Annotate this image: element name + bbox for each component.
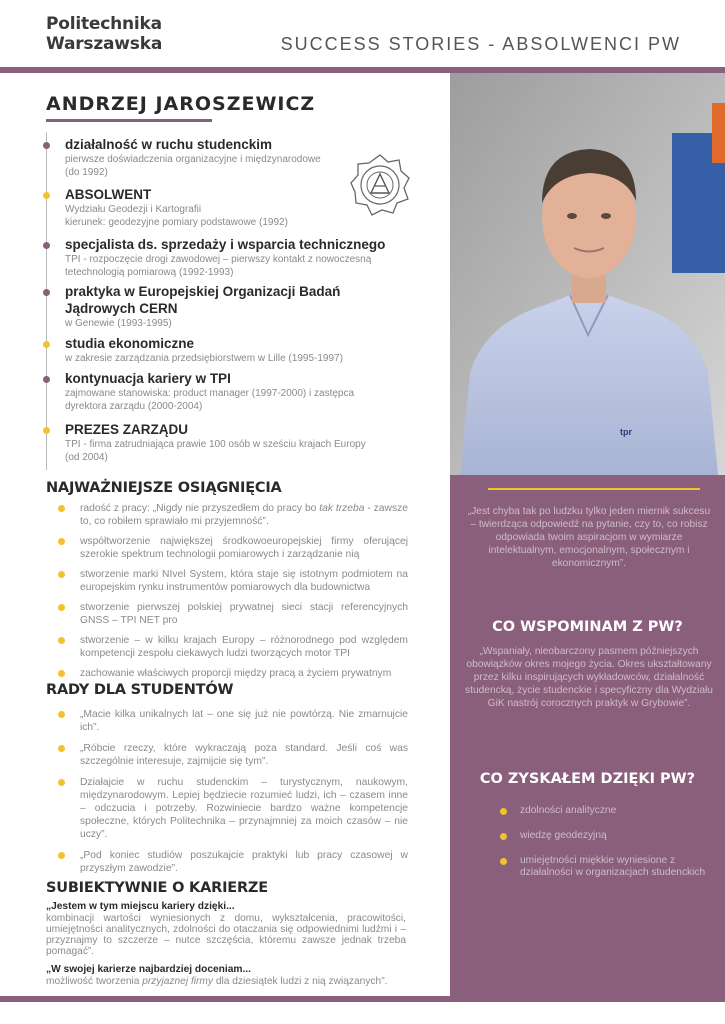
subjective-block [46, 901, 406, 987]
timeline-dot [43, 341, 50, 348]
timeline-title: ABSOLWENT [65, 187, 152, 202]
bullet-dot [58, 637, 65, 644]
bullet-dot [58, 852, 65, 859]
timeline-title: kontynuacja kariery w TPI [65, 371, 231, 386]
timeline-dot [43, 142, 50, 149]
advice-text: „Pod koniec studiów poszukajcie praktyki lub pracy czasowej w przyszłym zawodzie”. [80, 850, 408, 874]
timeline-desc-line: w Genewie (1993-1995) [65, 318, 172, 329]
bullet-dot [500, 833, 507, 840]
list-item [500, 830, 710, 842]
timeline-desc-line: zajmowane stanowiska: product manager (1997-2000) i zastępca [65, 388, 355, 399]
advice-list [58, 708, 408, 875]
timeline-dot [43, 376, 50, 383]
bullet-dot [500, 858, 507, 865]
timeline-desc-line: Wydziału Geodezji i Kartografii [65, 204, 202, 215]
university-logo [46, 14, 162, 54]
timeline-item [65, 335, 410, 365]
achievement-text: stworzenie – w kilku krajach Europy – różnorodnego pod względem kompetencji zespołu ciekawych ludzi tworzących motor TPI [80, 635, 408, 659]
list-item [58, 502, 408, 528]
timeline-title: studia ekonomiczne [65, 336, 195, 351]
bullet-dot [58, 571, 65, 578]
timeline-desc-line: (do 1992) [65, 167, 108, 178]
bullet-dot [58, 711, 65, 718]
timeline-desc-line: TPI - firma zatrudniająca prawie 100 osób w sześciu krajach Europy [65, 439, 366, 450]
subjective-answer: kombinacji wartości wyniesionych z domu, wykształcenia, pracowitości, umiejętności analitycznych, zdolności do otaczania się odpowiednimi ludźmi i – przyznajmy to szczerze – nutce szczęścia, któremu zawsze jednak trzeba pomagać”. [46, 913, 406, 957]
timeline-title: specjalista ds. sprzedaży i wsparcia technicznego [65, 237, 386, 252]
timeline-dot [43, 192, 50, 199]
gained-text: wiedzę geodezyjną [520, 830, 607, 841]
achievement-text: współtworzenie największej środkowoeuropejskiej firmy oferującej szerokie spektrum technologii pomiarowych i zarządzanie nią [80, 536, 408, 560]
achievement-text: radość z pracy: „Nigdy nie przyszedłem do pracy bo [80, 503, 320, 514]
timeline-desc-line: TPI - rozpoczęcie drogi zawodowej – pierwszy kontakt z nowoczesną [65, 254, 372, 265]
remember-heading: CO WSPOMINAM Z PW? [492, 619, 683, 635]
answer-text: dla dziesiątek ludzi z nią związanych”. [213, 976, 388, 987]
subjective-question: „Jestem w tym miejscu kariery dzięki... [46, 901, 235, 912]
timeline-desc-line: pierwsze doświadczenia organizacyjne i międzynarodowe [65, 154, 321, 165]
timeline-dot [43, 427, 50, 434]
person-name: ANDRZEJ JAROSZEWICZ [46, 93, 316, 115]
timeline-title: działalność w ruchu studenckim [65, 137, 273, 152]
bullet-dot [58, 538, 65, 545]
achievement-emphasis: tak trzeba [319, 503, 365, 514]
timeline-desc-line: kierunek: geodezyjne pomiary podstawowe (1992) [65, 217, 288, 228]
page-title: SUCCESS STORIES - ABSOLWENCI PW [280, 34, 681, 54]
timeline-item [65, 283, 355, 330]
list-item [58, 776, 408, 841]
subjective-question: „W swojej karierze najbardziej doceniam... [46, 964, 251, 975]
motto-quote: „Jest chyba tak po ludzku tylko jeden miernik sukcesu – twierdząca odpowiedź na pytanie, czy to, co robisz odpowiada twoim aspiracjom w wymiarze intelektualnym, emocjonalnym, społecznym i ekonomicznym”. [467, 506, 711, 569]
portrait-photo [450, 73, 725, 475]
list-item [58, 742, 408, 768]
bullet-dot [58, 745, 65, 752]
list-item [58, 708, 408, 734]
advice-text: „Macie kilka unikalnych lat – one się już nie powtórzą. Nie zmarnujcie ich”. [80, 709, 408, 733]
achievements-heading: NAJWAŻNIEJSZE OSIĄGNIĘCIA [46, 480, 282, 496]
achievements-list [58, 502, 408, 680]
achievement-text: stworzenie marki NIvel System, która staje się istotnym podmiotem na europejskim rynku instrumentów pomiarowych dla budownictwa [80, 569, 408, 593]
bullet-dot [58, 505, 65, 512]
list-item [500, 805, 710, 817]
timeline-dot [43, 289, 50, 296]
list-item [58, 535, 408, 561]
timeline-desc-line: dyrektora zarządu (2000-2004) [65, 401, 203, 412]
timeline-desc-line: w zakresie zarządzania przedsiębiorstwem w Lille (1995-1997) [65, 353, 343, 364]
portrait-illustration [450, 73, 725, 475]
gained-text: umiejętności miękkie wyniesione z działalności w organizacjach studenckich [520, 855, 706, 878]
subjective-answer [46, 976, 406, 987]
logo-line-1: Politechnika [46, 14, 162, 34]
sidebar-divider [488, 488, 700, 490]
list-item [58, 601, 408, 627]
bullet-dot [58, 779, 65, 786]
name-underline [46, 119, 212, 122]
timeline-dot [43, 242, 50, 249]
bullet-dot [58, 604, 65, 611]
achievement-text: zachowanie właściwych proporcji między pracą a życiem prywatnym [80, 668, 392, 679]
faculty-seal-icon [350, 154, 410, 216]
timeline-title: PREZES ZARZĄDU [65, 422, 189, 437]
advice-text: „Róbcie rzeczy, które wykraczają poza standard. Jeśli coś was szczególnie interesuje, zajmijcie się tym”. [80, 743, 408, 767]
shirt-logo: tpr [620, 427, 632, 437]
achievement-text: stworzenie pierwszej polskiej prywatnej sieci stacji referencyjnych GNSS – TPI NET pro [80, 602, 408, 626]
timeline-item [65, 421, 410, 464]
bullet-dot [58, 670, 65, 677]
advice-heading: RADY DLA STUDENTÓW [46, 682, 234, 698]
list-item [58, 849, 408, 875]
timeline-item [65, 236, 410, 279]
list-item [58, 568, 408, 594]
bullet-dot [500, 808, 507, 815]
remember-text: „Wspaniały, nieobarczony pasmem późniejszych obowiązków okres mojego życia. Okres ukształtowany przez kilku inspirujących wykładowców, działalność studencką, życie studenckie i specyficzny dla Wydziału GiK nastrój corocznych praktyk w Grybowie”. [465, 646, 713, 709]
gained-text: zdolności analityczne [520, 805, 617, 816]
subjective-heading: SUBIEKTYWNIE O KARIERZE [46, 880, 268, 896]
sidebar-panel [450, 475, 725, 996]
list-item [500, 855, 710, 879]
timeline-desc-line: tetechnologią pomiarową (1992-1993) [65, 267, 234, 278]
list-item [58, 634, 408, 660]
gained-list [500, 805, 710, 879]
achievement-text: - zawsze to, co robiłem sprawiało mi przyjemność”. [80, 503, 408, 527]
list-item [58, 667, 408, 680]
advice-text: Działajcie w ruchu studenckim – turystycznym, naukowym, międzynarodowym. Lepiej będziecie rozumieć ludzi, ich – czasem inne – odczucia i potrzeby. Rozwiniecie bardzo ważne kompetencje społeczne, których Politechnika – przynajmniej za moich czasów – nie uczy”. [80, 777, 408, 840]
gained-heading: CO ZYSKAŁEM DZIĘKI PW? [479, 771, 696, 787]
timeline-desc-line: (od 2004) [65, 452, 108, 463]
answer-text: możliwość tworzenia [46, 976, 143, 987]
bottom-divider [0, 996, 725, 1002]
timeline-item [65, 370, 410, 413]
answer-emphasis: przyjaznej firmy [142, 976, 214, 987]
logo-line-2: Warszawska [46, 34, 163, 54]
timeline-title: praktyka w Europejskiej Organizacji Badań Jądrowych CERN [65, 284, 341, 316]
